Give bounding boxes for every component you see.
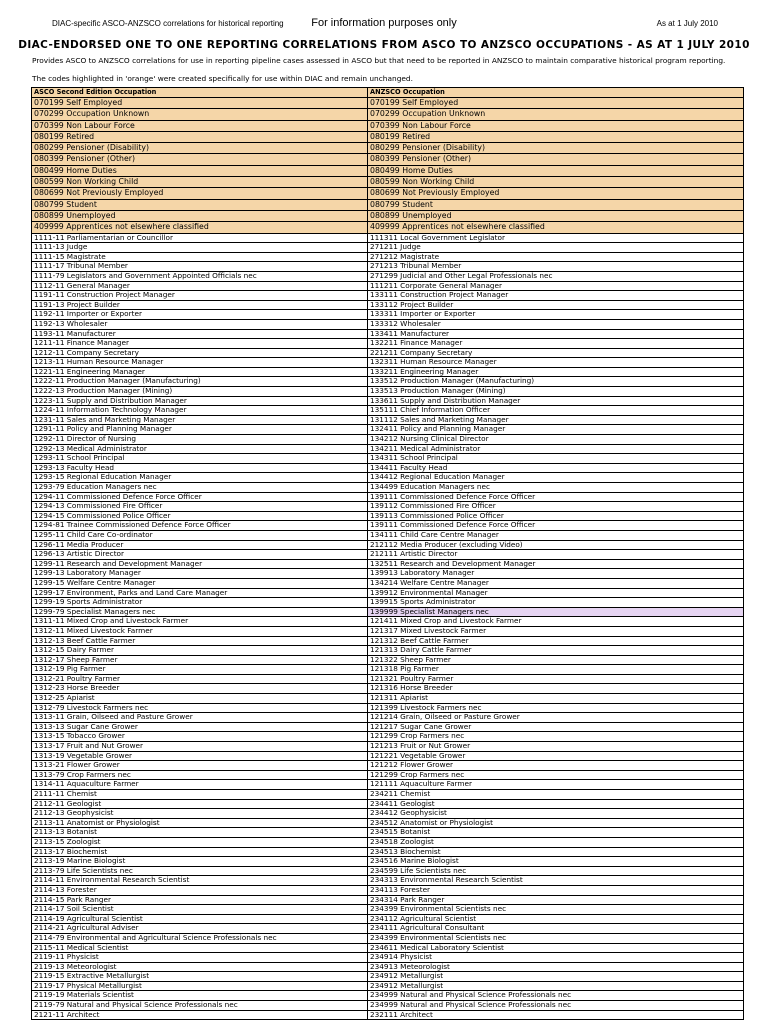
anzsco-cell: 121311 Apiarist (368, 694, 744, 704)
asco-cell: 2114-17 Soil Scientist (32, 905, 368, 915)
correlation-table (31, 87, 744, 1020)
table-row (32, 857, 744, 867)
table-row (32, 674, 744, 684)
anzsco-cell: 134212 Nursing Clinical Director (368, 435, 744, 445)
anzsco-cell: 132511 Research and Development Manager (368, 559, 744, 569)
anzsco-cell: 134311 School Principal (368, 454, 744, 464)
asco-cell: 2113-15 Zoologist (32, 837, 368, 847)
anzsco-cell: 121299 Crop Farmers nec (368, 770, 744, 780)
asco-cell: 070199 Self Employed (32, 98, 368, 109)
anzsco-cell: 132211 Finance Manager (368, 339, 744, 349)
asco-cell: 1192-13 Wholesaler (32, 319, 368, 329)
table-row (32, 210, 744, 221)
asco-cell: 2113-11 Anatomist or Physiologist (32, 818, 368, 828)
anzsco-cell: 134214 Welfare Centre Manager (368, 578, 744, 588)
table-row (32, 818, 744, 828)
asco-cell: 1312-15 Dairy Farmer (32, 646, 368, 656)
table-row (32, 377, 744, 387)
table-row (32, 109, 744, 120)
table-row (32, 530, 744, 540)
anzsco-cell: 070199 Self Employed (368, 98, 744, 109)
anzsco-cell: 139111 Commissioned Defence Force Officer (368, 521, 744, 531)
table-row (32, 953, 744, 963)
anzsco-cell: 234411 Geologist (368, 799, 744, 809)
table-row (32, 713, 744, 723)
asco-cell: 080399 Pensioner (Other) (32, 154, 368, 165)
anzsco-cell: 234599 Life Scientists nec (368, 866, 744, 876)
anzsco-cell: 080499 Home Duties (368, 165, 744, 176)
anzsco-cell: 133311 Importer or Exporter (368, 310, 744, 320)
anzsco-cell: 234113 Forester (368, 885, 744, 895)
asco-cell: 2114-21 Agricultural Adviser (32, 924, 368, 934)
table-row (32, 837, 744, 847)
asco-cell: 1299-13 Laboratory Manager (32, 569, 368, 579)
table-row (32, 319, 744, 329)
anzsco-cell: 121217 Sugar Cane Grower (368, 722, 744, 732)
anzsco-cell: 132311 Human Resource Manager (368, 358, 744, 368)
anzsco-cell: 234112 Agricultural Scientist (368, 914, 744, 924)
table-row (32, 483, 744, 493)
anzsco-cell: 121313 Dairy Cattle Farmer (368, 646, 744, 656)
asco-cell: 070399 Non Labour Force (32, 120, 368, 131)
table-row (32, 588, 744, 598)
table-row (32, 732, 744, 742)
table-row (32, 177, 744, 188)
table-row (32, 655, 744, 665)
asco-cell: 2114-15 Park Ranger (32, 895, 368, 905)
anzsco-cell: 221211 Company Secretary (368, 348, 744, 358)
asco-cell: 1111-13 Judge (32, 243, 368, 253)
asco-cell: 2115-11 Medical Scientist (32, 943, 368, 953)
asco-cell: 070299 Occupation Unknown (32, 109, 368, 120)
asco-cell: 1313-19 Vegetable Grower (32, 751, 368, 761)
asco-cell: 1313-21 Flower Grower (32, 761, 368, 771)
asco-cell: 1299-15 Welfare Centre Manager (32, 578, 368, 588)
table-row (32, 348, 744, 358)
table-row (32, 895, 744, 905)
anzsco-cell: 234314 Park Ranger (368, 895, 744, 905)
anzsco-cell: 134412 Regional Education Manager (368, 473, 744, 483)
anzsco-cell: 133211 Engineering Manager (368, 367, 744, 377)
table-row (32, 300, 744, 310)
anzsco-cell: 080799 Student (368, 199, 744, 210)
table-row (32, 962, 744, 972)
asco-cell: 080599 Non Working Child (32, 177, 368, 188)
table-row (32, 165, 744, 176)
anzsco-cell: 133513 Production Manager (Mining) (368, 387, 744, 397)
table-row (32, 387, 744, 397)
asco-cell: 1312-11 Mixed Livestock Farmer (32, 626, 368, 636)
table-row (32, 252, 744, 262)
asco-cell: 2114-13 Forester (32, 885, 368, 895)
anzsco-cell: 134211 Medical Administrator (368, 444, 744, 454)
anzsco-cell: 080299 Pensioner (Disability) (368, 143, 744, 154)
asco-cell: 1296-11 Media Producer (32, 540, 368, 550)
asco-cell: 2113-17 Biochemist (32, 847, 368, 857)
anzsco-cell: 133111 Construction Project Manager (368, 291, 744, 301)
anzsco-cell: 080699 Not Previously Employed (368, 188, 744, 199)
anzsco-cell: 080399 Pensioner (Other) (368, 154, 744, 165)
asco-cell: 1191-11 Construction Project Manager (32, 291, 368, 301)
asco-cell: 1313-11 Grain, Oilseed and Pasture Grower (32, 713, 368, 723)
asco-cell: 080299 Pensioner (Disability) (32, 143, 368, 154)
anzsco-cell: 080599 Non Working Child (368, 177, 744, 188)
anzsco-cell: 139999 Specialist Managers nec (368, 607, 744, 617)
table-row (32, 876, 744, 886)
asco-cell: 1313-13 Sugar Cane Grower (32, 722, 368, 732)
table-row (32, 943, 744, 953)
table-row (32, 770, 744, 780)
anzsco-cell: 134111 Child Care Centre Manager (368, 530, 744, 540)
anzsco-cell: 234399 Environmental Scientists nec (368, 905, 744, 915)
asco-cell: 1223-11 Supply and Distribution Manager (32, 396, 368, 406)
anzsco-cell: 234513 Biochemist (368, 847, 744, 857)
anzsco-cell: 080199 Retired (368, 131, 744, 142)
column-header-anzsco: ANZSCO Occupation (368, 88, 744, 98)
asco-cell: 2113-19 Marine Biologist (32, 857, 368, 867)
asco-cell: 1294-11 Commissioned Defence Force Officer (32, 492, 368, 502)
table-row (32, 742, 744, 752)
table-row (32, 188, 744, 199)
table-row (32, 310, 744, 320)
table-row (32, 559, 744, 569)
anzsco-cell: 232111 Architect (368, 1010, 744, 1020)
header-left-text: DIAC-specific ASCO-ANZSCO correlations for historical reporting (52, 19, 284, 28)
asco-cell: 1313-15 Tobacco Grower (32, 732, 368, 742)
anzsco-cell: 121299 Crop Farmers nec (368, 732, 744, 742)
asco-cell: 2119-11 Physicist (32, 953, 368, 963)
anzsco-cell: 234914 Physicist (368, 953, 744, 963)
asco-cell: 409999 Apprentices not elsewhere classified (32, 222, 368, 233)
asco-cell: 1111-79 Legislators and Government Appointed Officials nec (32, 271, 368, 281)
anzsco-cell: 234399 Environmental Scientists nec (368, 933, 744, 943)
anzsco-cell: 234518 Zoologist (368, 837, 744, 847)
table-row (32, 847, 744, 857)
anzsco-cell: 234611 Medical Laboratory Scientist (368, 943, 744, 953)
anzsco-cell: 121221 Vegetable Grower (368, 751, 744, 761)
anzsco-cell: 121317 Mixed Livestock Farmer (368, 626, 744, 636)
table-row (32, 828, 744, 838)
asco-cell: 1111-15 Magistrate (32, 252, 368, 262)
table-row (32, 367, 744, 377)
anzsco-cell: 139112 Commissioned Fire Officer (368, 502, 744, 512)
table-row (32, 914, 744, 924)
anzsco-cell: 234412 Geophysicist (368, 809, 744, 819)
anzsco-cell: 139111 Commissioned Defence Force Officer (368, 492, 744, 502)
table-row (32, 98, 744, 109)
asco-cell: 1312-21 Poultry Farmer (32, 674, 368, 684)
asco-cell: 1313-17 Fruit and Nut Grower (32, 742, 368, 752)
table-row (32, 131, 744, 142)
anzsco-cell: 234999 Natural and Physical Science Professionals nec (368, 1001, 744, 1011)
asco-cell: 1312-19 Pig Farmer (32, 665, 368, 675)
asco-cell: 1299-79 Specialist Managers nec (32, 607, 368, 617)
asco-cell: 1111-17 Tribunal Member (32, 262, 368, 272)
table-row (32, 396, 744, 406)
anzsco-cell: 134411 Faculty Head (368, 463, 744, 473)
anzsco-cell: 121212 Flower Grower (368, 761, 744, 771)
asco-cell: 1212-11 Company Secretary (32, 348, 368, 358)
table-row (32, 636, 744, 646)
anzsco-cell: 121214 Grain, Oilseed or Pasture Grower (368, 713, 744, 723)
anzsco-cell: 139912 Environmental Manager (368, 588, 744, 598)
table-row (32, 703, 744, 713)
table-row (32, 885, 744, 895)
anzsco-cell: 234912 Metallurgist (368, 972, 744, 982)
anzsco-cell: 271213 Tribunal Member (368, 262, 744, 272)
asco-cell: 1295-11 Child Care Co-ordinator (32, 530, 368, 540)
asco-cell: 080899 Unemployed (32, 210, 368, 221)
header-date: As at 1 July 2010 (656, 19, 718, 28)
anzsco-cell: 234515 Botanist (368, 828, 744, 838)
asco-cell: 1312-13 Beef Cattle Farmer (32, 636, 368, 646)
table-row (32, 243, 744, 253)
asco-cell: 1211-11 Finance Manager (32, 339, 368, 349)
anzsco-cell: 135111 Chief Information Officer (368, 406, 744, 416)
table-row (32, 780, 744, 790)
asco-cell: 1294-81 Trainee Commissioned Defence Force Officer (32, 521, 368, 531)
anzsco-cell: 133411 Manufacturer (368, 329, 744, 339)
asco-cell: 1299-11 Research and Development Manager (32, 559, 368, 569)
asco-cell: 1112-11 General Manager (32, 281, 368, 291)
description: Provides ASCO to ANZSCO correlations for use in reporting pipeline cases assessed in ASCO but that need to be reported in ANZSCO to maintain comparative historical program reporting. (32, 56, 726, 65)
table-row (32, 1001, 744, 1011)
anzsco-cell: 234512 Anatomist or Physiologist (368, 818, 744, 828)
anzsco-cell: 133512 Production Manager (Manufacturing) (368, 377, 744, 387)
anzsco-cell: 121111 Aquaculture Farmer (368, 780, 744, 790)
table-row (32, 684, 744, 694)
anzsco-cell: 070299 Occupation Unknown (368, 109, 744, 120)
asco-cell: 080799 Student (32, 199, 368, 210)
asco-cell: 1312-17 Sheep Farmer (32, 655, 368, 665)
table-row (32, 521, 744, 531)
asco-cell: 1291-11 Policy and Planning Manager (32, 425, 368, 435)
anzsco-cell: 133611 Supply and Distribution Manager (368, 396, 744, 406)
anzsco-cell: 132411 Policy and Planning Manager (368, 425, 744, 435)
table-row (32, 143, 744, 154)
table-row (32, 425, 744, 435)
table-row (32, 924, 744, 934)
asco-cell: 1293-13 Faculty Head (32, 463, 368, 473)
table-row (32, 905, 744, 915)
anzsco-cell: 139913 Laboratory Manager (368, 569, 744, 579)
asco-cell: 1312-79 Livestock Farmers nec (32, 703, 368, 713)
table-row (32, 761, 744, 771)
anzsco-cell: 111211 Corporate General Manager (368, 281, 744, 291)
asco-cell: 1292-11 Director of Nursing (32, 435, 368, 445)
anzsco-cell: 133112 Project Builder (368, 300, 744, 310)
table-row (32, 199, 744, 210)
table-row (32, 358, 744, 368)
anzsco-cell: 134499 Education Managers nec (368, 483, 744, 493)
asco-cell: 2113-13 Botanist (32, 828, 368, 838)
asco-cell: 2112-13 Geophysicist (32, 809, 368, 819)
anzsco-cell: 080899 Unemployed (368, 210, 744, 221)
asco-cell: 1299-17 Environment, Parks and Land Care Manager (32, 588, 368, 598)
anzsco-cell: 234211 Chemist (368, 790, 744, 800)
table-row (32, 454, 744, 464)
table-row (32, 1010, 744, 1020)
table-row (32, 981, 744, 991)
table-row (32, 991, 744, 1001)
anzsco-cell: 070399 Non Labour Force (368, 120, 744, 131)
asco-cell: 1221-11 Engineering Manager (32, 367, 368, 377)
asco-cell: 1299-19 Sports Administrator (32, 598, 368, 608)
asco-cell: 1192-11 Importer or Exporter (32, 310, 368, 320)
table-row (32, 406, 744, 416)
asco-cell: 1231-11 Sales and Marketing Manager (32, 415, 368, 425)
table-row (32, 799, 744, 809)
anzsco-cell: 121322 Sheep Farmer (368, 655, 744, 665)
table-row (32, 511, 744, 521)
asco-cell: 2119-19 Materials Scientist (32, 991, 368, 1001)
column-header-asco: ASCO Second Edition Occupation (32, 88, 368, 98)
anzsco-cell: 133312 Wholesaler (368, 319, 744, 329)
anzsco-cell: 409999 Apprentices not elsewhere classified (368, 222, 744, 233)
table-row (32, 540, 744, 550)
anzsco-cell: 111311 Local Government Legislator (368, 233, 744, 243)
table-row (32, 329, 744, 339)
table-row (32, 463, 744, 473)
anzsco-cell: 234516 Marine Biologist (368, 857, 744, 867)
orange-note: The codes highlighted in 'orange' were created specifically for use within DIAC and remain unchanged. (32, 74, 413, 83)
anzsco-cell: 271212 Magistrate (368, 252, 744, 262)
table-row (32, 154, 744, 165)
asco-cell: 1293-79 Education Managers nec (32, 483, 368, 493)
anzsco-cell: 234999 Natural and Physical Science Professionals nec (368, 991, 744, 1001)
asco-cell: 1296-13 Artistic Director (32, 550, 368, 560)
asco-cell: 1312-23 Horse Breeder (32, 684, 368, 694)
table-row (32, 262, 744, 272)
table-row (32, 271, 744, 281)
anzsco-cell: 121316 Horse Breeder (368, 684, 744, 694)
table-row (32, 607, 744, 617)
document-title: DIAC-ENDORSED ONE TO ONE REPORTING CORRELATIONS FROM ASCO TO ANZSCO OCCUPATIONS - AS AT 1 JULY 2010 (18, 39, 750, 51)
table-row (32, 339, 744, 349)
table-row (32, 233, 744, 243)
table-row (32, 473, 744, 483)
anzsco-cell: 121399 Livestock Farmers nec (368, 703, 744, 713)
asco-cell: 2121-11 Architect (32, 1010, 368, 1020)
asco-cell: 080199 Retired (32, 131, 368, 142)
header-center-text: For information purposes only (311, 17, 457, 29)
asco-cell: 2111-11 Chemist (32, 790, 368, 800)
asco-cell: 2114-79 Environmental and Agricultural Science Professionals nec (32, 933, 368, 943)
asco-cell: 1222-13 Production Manager (Mining) (32, 387, 368, 397)
table-row (32, 444, 744, 454)
table-row (32, 598, 744, 608)
anzsco-cell: 121312 Beef Cattle Farmer (368, 636, 744, 646)
asco-cell: 2119-15 Extractive Metallurgist (32, 972, 368, 982)
table-row (32, 809, 744, 819)
asco-cell: 1314-11 Aquaculture Farmer (32, 780, 368, 790)
table-row (32, 569, 744, 579)
table-row (32, 120, 744, 131)
table-row (32, 578, 744, 588)
anzsco-cell: 139915 Sports Administrator (368, 598, 744, 608)
asco-cell: 2112-11 Geologist (32, 799, 368, 809)
asco-cell: 2114-19 Agricultural Scientist (32, 914, 368, 924)
table-row (32, 626, 744, 636)
asco-cell: 2119-79 Natural and Physical Science Professionals nec (32, 1001, 368, 1011)
table-row (32, 972, 744, 982)
anzsco-cell: 131112 Sales and Marketing Manager (368, 415, 744, 425)
asco-cell: 1111-11 Parliamentarian or Councillor (32, 233, 368, 243)
table-row (32, 790, 744, 800)
anzsco-cell: 212111 Artistic Director (368, 550, 744, 560)
asco-cell: 2114-11 Environmental Research Scientist (32, 876, 368, 886)
table-row (32, 751, 744, 761)
asco-cell: 1313-79 Crop Farmers nec (32, 770, 368, 780)
asco-cell: 1191-13 Project Builder (32, 300, 368, 310)
asco-cell: 2119-17 Physical Metallurgist (32, 981, 368, 991)
asco-cell: 2113-79 Life Scientists nec (32, 866, 368, 876)
asco-cell: 1222-11 Production Manager (Manufacturing) (32, 377, 368, 387)
table-row (32, 281, 744, 291)
table-row (32, 646, 744, 656)
asco-cell: 1293-15 Regional Education Manager (32, 473, 368, 483)
asco-cell: 1294-13 Commissioned Fire Officer (32, 502, 368, 512)
anzsco-cell: 271299 Judicial and Other Legal Professionals nec (368, 271, 744, 281)
asco-cell: 1293-11 School Principal (32, 454, 368, 464)
asco-cell: 1213-11 Human Resource Manager (32, 358, 368, 368)
table-row (32, 866, 744, 876)
table-row (32, 435, 744, 445)
table-row (32, 222, 744, 233)
asco-cell: 1224-11 Information Technology Manager (32, 406, 368, 416)
asco-cell: 1292-13 Medical Administrator (32, 444, 368, 454)
anzsco-cell: 234111 Agricultural Consultant (368, 924, 744, 934)
table-row (32, 617, 744, 627)
asco-cell: 080699 Not Previously Employed (32, 188, 368, 199)
table-row (32, 415, 744, 425)
anzsco-cell: 121411 Mixed Crop and Livestock Farmer (368, 617, 744, 627)
anzsco-cell: 234912 Metallurgist (368, 981, 744, 991)
table-row (32, 291, 744, 301)
table-row (32, 665, 744, 675)
table-row (32, 492, 744, 502)
table-header-row (32, 88, 744, 98)
anzsco-cell: 121321 Poultry Farmer (368, 674, 744, 684)
asco-cell: 2119-13 Meteorologist (32, 962, 368, 972)
table-row (32, 550, 744, 560)
page-header (0, 17, 768, 33)
table-row (32, 694, 744, 704)
asco-cell: 080499 Home Duties (32, 165, 368, 176)
asco-cell: 1294-15 Commissioned Police Officer (32, 511, 368, 521)
asco-cell: 1312-25 Apiarist (32, 694, 368, 704)
asco-cell: 1311-11 Mixed Crop and Livestock Farmer (32, 617, 368, 627)
anzsco-cell: 271211 Judge (368, 243, 744, 253)
table-row (32, 502, 744, 512)
table-row (32, 933, 744, 943)
anzsco-cell: 121213 Fruit or Nut Grower (368, 742, 744, 752)
table-row (32, 722, 744, 732)
anzsco-cell: 212112 Media Producer (excluding Video) (368, 540, 744, 550)
anzsco-cell: 234313 Environmental Research Scientist (368, 876, 744, 886)
anzsco-cell: 121318 Pig Farmer (368, 665, 744, 675)
anzsco-cell: 139113 Commissioned Police Officer (368, 511, 744, 521)
anzsco-cell: 234913 Meteorologist (368, 962, 744, 972)
asco-cell: 1193-11 Manufacturer (32, 329, 368, 339)
